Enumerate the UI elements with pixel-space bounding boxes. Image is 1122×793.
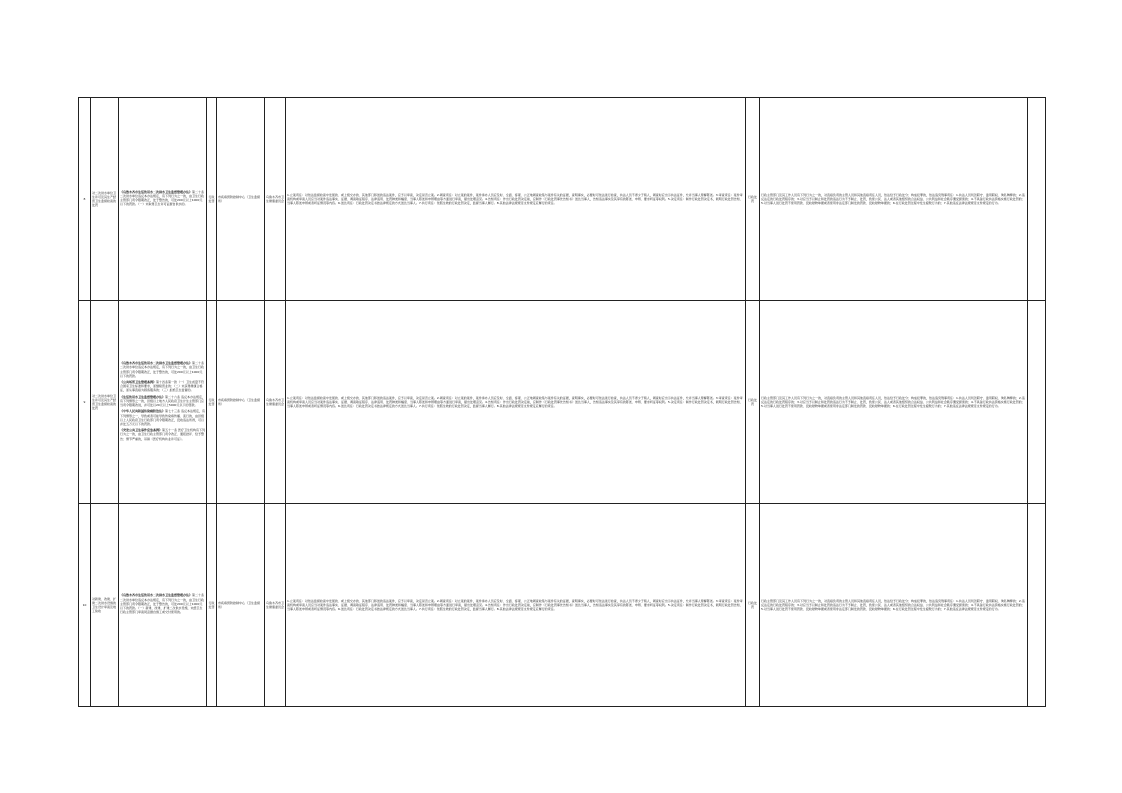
duty-items: 1.立案责任：对依法监督检查中发现的、或上级交办的、其他部门移送的违法案件，应予以审查，决定是否立案。2.调查责任：对立案的案件，案件承办人员应及时、全面、客观、公正地调查收集与案件有关的证据，查明事实，必要时可依法进行检查，执法人员不得少于两人，调查时应出示执法证件，允许当事人辩解陈述。3.审查责任：案件审查机构或审查人员应当对案件违法事实、证据、调查取证程序、法律适用、处罚种类和幅度、当事人陈述和申辩理由等方面进行审查，提出处理意见。4.告知责任：作出行政处罚决定前，应制作《行政处罚事先告知书》送达当事人，告知违法事实及其享有的陈述、申辩、要求听证等权利。5.决定责任：制作行政处罚决定书，载明行政处罚告知、当事人陈述申辩或者听证情况等内容。6.送达责任：行政处罚决定书按法律规定的方式送达当事人。7.执行责任：依照生效的行政处罚决定，监督当事人履行。8.其他法律法规规章文件规定应履行的责任。 [286, 98, 746, 301]
table-row [79, 98, 1046, 301]
remarks-cell [1028, 301, 1046, 504]
basis-title: 《乌鲁木齐市生活饮用水二次供水卫生监督管理办法》 [120, 361, 193, 366]
implementing-department: 市疾病预防控制中心（卫生监督所） [217, 98, 265, 301]
implementing-department: 市疾病预防控制中心（卫生监督所） [217, 504, 265, 707]
power-category: 行政处罚 [207, 504, 217, 707]
legal-basis [119, 98, 207, 301]
basis-text: 第五十一条 医疗卫生机构有下列行为之一的，由卫生行政主管部门责令改正、通报批评、给予警告；情节严重的，吊销《医疗机构执业许可证》。 [120, 428, 205, 441]
responsible-unit: 乌鲁木齐市卫生健康委员会 [265, 301, 286, 504]
liability-items: 行政主管部门及其工作人员有下列行为之一的，对直接负责的主管人员和其他直接责任人员，依法给予行政处分；构成犯罪的，依法追究刑事责任：1.执法人员玩忽职守、滥用职权、徇私舞弊的；2.违反法定的行政处罚程序的；3.对应当予以制止和处罚的违法行为不予制止、处罚，致使公民、法人或者其他组织的合法权益、公共利益和社会秩序遭受损害的；4.不具备行政执法资格实施行政处罚的；5.对当事人进行处罚不使用罚款、没收财物单据或者使用非法定部门制发的罚款、没收财物单据的；6.在行政处罚过程中发生腐败行为的；7.其他违反法律法规规章文件规定的行为。 [760, 301, 1028, 504]
basis-entry [120, 428, 205, 441]
basis-title: 《突发公共卫生事件应急条例》 [120, 428, 163, 433]
implementing-department: 市疾病预防控制中心（卫生监督所） [217, 301, 265, 504]
liability-subject: 行政处罚 [746, 301, 760, 504]
basis-entry [120, 593, 205, 614]
liability-items: 行政主管部门及其工作人员有下列行为之一的，对直接负责的主管人员和其他直接责任人员，依法给予行政处分；构成犯罪的，依法追究刑事责任：1.执法人员玩忽职守、滥用职权、徇私舞弊的；2.违反法定的行政处罚程序的；3.对应当予以制止和处罚的违法行为不予制止、处罚，致使公民、法人或者其他组织的合法权益、公共利益和社会秩序遭受损害的；4.不具备行政执法资格实施行政处罚的；5.对当事人进行处罚不使用罚款、没收财物单据或者使用非法定部门制发的罚款、没收财物单据的；6.在行政处罚过程中发生腐败行为的；7.其他违反法律法规规章文件规定的行为。 [760, 98, 1028, 301]
item-name: 对二次供水单位卫生许可及其生产经营卫生监督检查的处罚 [91, 98, 119, 301]
basis-text: 第二十六条 违反本办法规定，有下列情形之一的，县级以上地方人民政府卫生计生主管部门应当责令限期改进，并可处以20元以上5000元以下的罚款。 [120, 394, 205, 408]
duty-items: 1.立案责任：对依法监督检查中发现的、或上级交办的、其他部门移送的违法案件，应予以审查，决定是否立案。2.调查责任：对立案的案件，案件承办人员应及时、全面、客观、公正地调查收集与案件有关的证据，查明事实，必要时可依法进行检查，执法人员不得少于两人，调查时应出示执法证件，允许当事人辩解陈述。3.审查责任：案件审查机构或审查人员应当对案件违法事实、证据、调查取证程序、法律适用、处罚种类和幅度、当事人陈述和申辩理由等方面进行审查，提出处理意见。4.告知责任：作出行政处罚决定前，应制作《行政处罚事先告知书》送达当事人，告知违法事实及其享有的陈述、申辩、要求听证等权利。5.决定责任：制作行政处罚决定书，载明行政处罚告知、当事人陈述申辩或者听证情况等内容。6.送达责任：行政处罚决定书按法律规定的方式送达当事人。7.执行责任：依照生效的行政处罚决定，监督当事人履行。8.其他法律法规规章文件规定应履行的责任。 [286, 301, 746, 504]
responsible-unit: 乌鲁木齐市卫生健康委员会 [265, 504, 286, 707]
liability-subject: 行政处罚 [746, 504, 760, 707]
item-name: 对二次供水单位卫生许可及其生产经营卫生监督检查的处罚 [91, 301, 119, 504]
responsible-unit: 乌鲁木齐市卫生健康委员会 [265, 98, 286, 301]
legal-basis [119, 301, 207, 504]
basis-title: 《乌鲁木齐市生活饮用水二次供水卫生监督管理办法》 [120, 189, 193, 194]
power-list-table [78, 97, 1046, 707]
basis-title: 《中华人民共和国传染病防治法》 [120, 409, 166, 414]
row-number: 8 [79, 98, 91, 301]
item-name: 对新建、改建、扩建二次供水设施的卫生设计审查及竣工验收 [91, 504, 119, 707]
basis-title: 《生活饮用水卫生监督管理办法》 [120, 394, 166, 399]
table-row [79, 504, 1046, 707]
basis-entry [120, 190, 205, 207]
basis-text: 第二十条 二次供水单位违反本办法规定，有下列行为之一的，由卫生行政主管部门责令限期改正，处于警告的，可处200元以上1000元以下的罚款。（一）新建、改建、扩建二次供水设施，未经卫生行政主管部门审查同意擅自施工或交付使用的。 [120, 593, 205, 615]
power-list-table-page [78, 97, 1045, 699]
basis-entry [120, 409, 205, 426]
basis-text: 第七十三条 违反本法规定，有下列情形之一，导致或者可能导致传染病传播、流行的，由县级以上人民政府卫生行政部门责令限期改正，没收违法所得，可以并处五万元以下的罚款。 [120, 409, 205, 426]
remarks-cell [1028, 98, 1046, 301]
power-category: 行政处罚 [207, 98, 217, 301]
basis-text: 第二十条 二次供水单位违反本办法规定，有下列行为之一的，由卫生行政主管部门责令限期改正，处于警告的，可处200元以上1000元以下的罚款。（一）未取得卫生许可证擅自供水的。 [120, 189, 205, 207]
table-body [79, 98, 1046, 707]
liability-subject: 行政处罚 [746, 98, 760, 301]
basis-title: 《公共场所卫生管理条例》 [120, 380, 157, 385]
duty-items: 1.立案责任：对依法监督检查中发现的、或上级交办的、其他部门移送的违法案件，应予以审查，决定是否立案。2.调查责任：对立案的案件，案件承办人员应及时、全面、客观、公正地调查收集与案件有关的证据，查明事实，必要时可依法进行检查，执法人员不得少于两人，调查时应出示执法证件，允许当事人辩解陈述。3.审查责任：案件审查机构或审查人员应当对案件违法事实、证据、调查取证程序、法律适用、处罚种类和幅度、当事人陈述和申辩理由等方面进行审查，提出处理意见。4.告知责任：作出行政处罚决定前，应制作《行政处罚事先告知书》送达当事人，告知违法事实及其享有的陈述、申辩、要求听证等权利。5.决定责任：制作行政处罚决定书，载明行政处罚告知、当事人陈述申辩或者听证情况等内容。6.送达责任：行政处罚决定书按法律规定的方式送达当事人。7.执行责任：依照生效的行政处罚决定，监督当事人履行。8.其他法律法规规章文件规定应履行的责任。 [286, 504, 746, 707]
basis-text: 第二十条 二次供水单位违反本办法规定，有下列行为之一的，由卫生行政主管部门责令限期改正，处于警告的，可处200元以上1000元以下的罚款。 [120, 361, 205, 378]
basis-title: 《乌鲁木齐市生活饮用水二次供水卫生监督管理办法》 [120, 593, 193, 598]
table-row [79, 301, 1046, 504]
row-number: 10 [79, 504, 91, 707]
liability-items: 行政主管部门及其工作人员有下列行为之一的，对直接负责的主管人员和其他直接责任人员，依法给予行政处分；构成犯罪的，依法追究刑事责任：1.执法人员玩忽职守、滥用职权、徇私舞弊的；2.违反法定的行政处罚程序的；3.对应当予以制止和处罚的违法行为不予制止、处罚，致使公民、法人或者其他组织的合法权益、公共利益和社会秩序遭受损害的；4.不具备行政执法资格实施行政处罚的；5.对当事人进行处罚不使用罚款、没收财物单据或者使用非法定部门制发的罚款、没收财物单据的；6.在行政处罚过程中发生腐败行为的；7.其他违反法律法规规章文件规定的行为。 [760, 504, 1028, 707]
power-category: 行政处罚 [207, 301, 217, 504]
legal-basis [119, 504, 207, 707]
basis-text: 第十四条第一款（一）卫生质量不符合国家卫生标准和要求，而继续营业的；（二）未获得健康合格证，而从事直接为顾客服务的；（三）拒绝卫生监督的。 [120, 380, 205, 393]
row-number: 9 [79, 301, 91, 504]
remarks-cell [1028, 504, 1046, 707]
basis-entry [120, 361, 205, 378]
basis-entry [120, 395, 205, 408]
basis-entry [120, 380, 205, 393]
